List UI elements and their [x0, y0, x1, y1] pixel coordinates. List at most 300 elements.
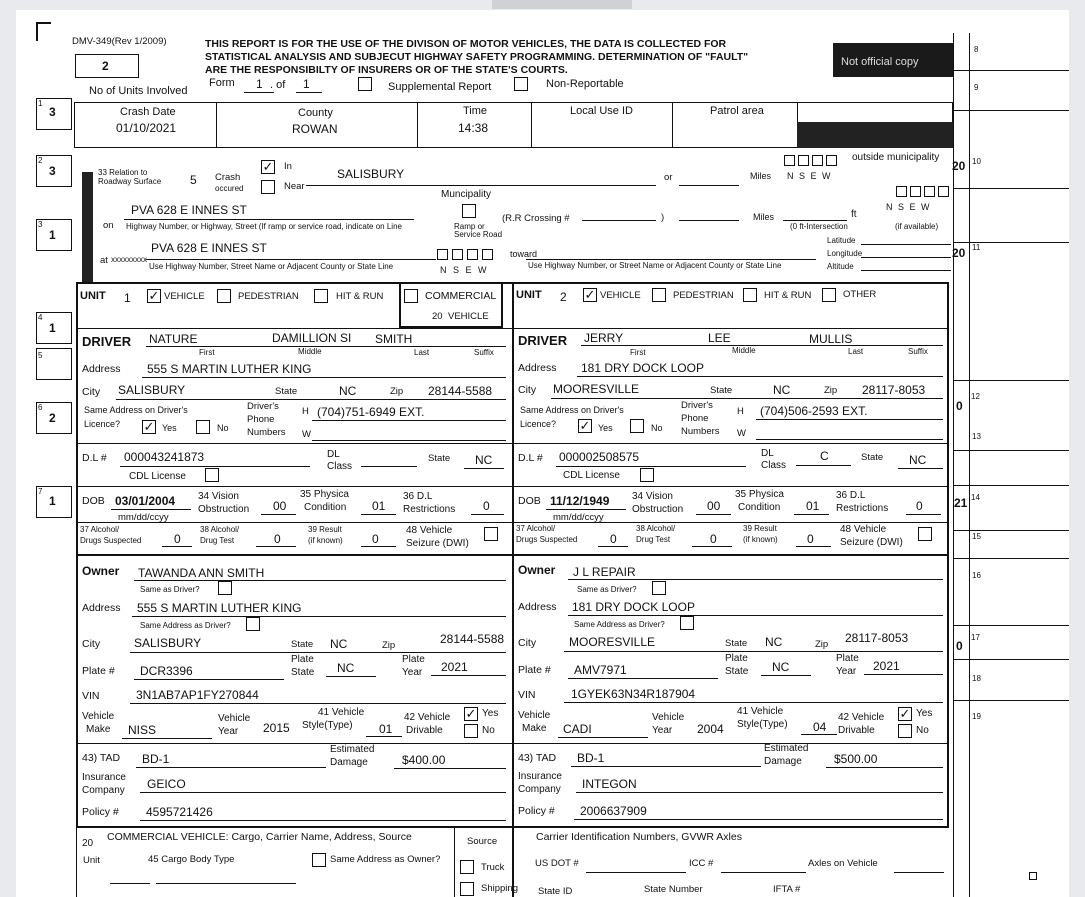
owner2-year-label-2: Year — [652, 725, 673, 736]
unit2-address-label: Address — [518, 362, 557, 374]
dir-w-box[interactable] — [826, 155, 837, 166]
unit2-dl-class-label-1: DL — [761, 448, 774, 459]
owner1-same-address-label: Same Address as Driver? — [140, 621, 231, 630]
unit1-same-address-yes-checkbox[interactable]: ✓ — [143, 419, 155, 434]
right-row-16: 16 — [972, 571, 981, 580]
owner2-zip-label: Zip — [815, 639, 829, 650]
owner2-plate-label: Plate # — [518, 664, 551, 676]
dir-labels-2: N S E W — [886, 202, 930, 212]
unit2-alcohol: 0 — [610, 532, 617, 546]
owner1-style-label-2: Style(Type) — [302, 720, 353, 731]
nonreportable-label: Non-Reportable — [546, 78, 624, 90]
left-value-1: 3 — [49, 105, 56, 119]
unit1-middle-hint: Middle — [298, 347, 322, 356]
unit2-dl-state-label: State — [861, 452, 884, 463]
outside-municipality-label: outside municipality — [852, 152, 940, 163]
carrier-title: Carrier Identification Numbers, GVWR Axles — [536, 831, 742, 843]
owner2-plate: AMV7971 — [574, 663, 627, 677]
unit2-home-label: H — [737, 406, 744, 417]
commercial-title: COMMERCIAL VEHICLE: Cargo, Carrier Name, Address, Source — [107, 831, 412, 843]
unit2-test-label-2: Drug Test — [636, 535, 671, 544]
unit2-dl-number: 000002508575 — [559, 450, 640, 464]
unit2-hitrun-checkbox[interactable] — [743, 288, 757, 302]
unit1-no-label: No — [217, 423, 229, 433]
owner1-make-label-2: Make — [86, 724, 111, 735]
form-total: 1 — [303, 77, 310, 91]
unit1-suffix-hint: Suffix — [474, 348, 494, 357]
owner1-plate-year-label-2: Year — [402, 667, 423, 678]
owner1-policy-label: Policy # — [82, 806, 119, 818]
rr-close: ) — [661, 212, 665, 223]
unit1-label: UNIT — [80, 290, 106, 302]
unit1-test: 0 — [274, 532, 281, 546]
unit1-driver-label: DRIVER — [82, 334, 132, 349]
if-available-label: (if available) — [895, 222, 939, 231]
road-2-hint: Use Highway Number, Street Name or Adjacent County or State Line — [149, 262, 394, 271]
unit2-dl-state: NC — [909, 453, 927, 467]
unit2-physical-label-2: Condition — [738, 502, 781, 513]
unit2-result-label-2: (if known) — [743, 535, 778, 544]
unit2-alcohol-label-2: Drugs Suspected — [516, 535, 578, 544]
owner2-insurance-label-2: Company — [518, 784, 561, 795]
unit2-seizure-label-2: Seizure (DWI) — [840, 537, 903, 548]
unit1-dl-state: NC — [475, 453, 493, 467]
unit2-restrictions-label-1: 36 D.L — [836, 490, 866, 501]
unit1-physical-label-1: 35 Physica — [300, 489, 349, 500]
near-label: Near — [284, 181, 305, 192]
owner2-damage-label-1: Estimated — [764, 743, 809, 754]
owner1-zip-label: Zip — [382, 640, 396, 651]
unit1-hitrun-checkbox[interactable] — [314, 289, 328, 303]
unit2-result: 0 — [807, 532, 814, 546]
owner2-city-label: City — [518, 637, 537, 649]
owner1-address: 555 S MARTIN LUTHER KING — [137, 601, 302, 615]
unit2-last-hint: Last — [848, 347, 864, 356]
unit2-city-label: City — [518, 384, 537, 396]
unit1-zip: 28144-5588 — [428, 384, 493, 398]
owner1-style: 01 — [379, 722, 393, 736]
unit1-first-hint: First — [199, 348, 215, 357]
dir2-s-box[interactable] — [910, 186, 921, 197]
unit1-home-label: H — [302, 406, 309, 417]
on-label: on — [103, 220, 114, 231]
owner1-plate-label: Plate # — [82, 665, 115, 677]
unit2-dl-label: D.L # — [518, 452, 543, 464]
unit2-seizure-checkbox[interactable] — [918, 527, 932, 541]
owner1-label: Owner — [82, 564, 120, 578]
owner1-drivable-yes-checkbox[interactable]: ✓ — [465, 706, 477, 721]
owner2-tad: BD-1 — [577, 751, 605, 765]
owner2-damage: $500.00 — [834, 752, 878, 766]
unit1-commercial-label: COMMERCIAL — [425, 290, 497, 302]
left-row-2: 2 — [38, 156, 43, 165]
longitude-label: Longitude — [827, 249, 863, 258]
owner1-tad: BD-1 — [142, 752, 170, 766]
ramp-checkbox[interactable] — [462, 204, 476, 218]
unit2-phone-label-1: Driver's — [681, 400, 713, 411]
near-checkbox[interactable] — [261, 180, 275, 194]
owner1-plate-state: NC — [337, 661, 355, 675]
unit1-seizure-label-1: 48 Vehicle — [406, 525, 453, 536]
road-2: PVA 628 E INNES ST — [151, 241, 267, 255]
intersection-label: (0 ft-Intersection — [790, 222, 848, 231]
owner2-label: Owner — [518, 563, 556, 577]
road-1-hint: Highway Number, or Highway, Street (If ramp or service road, indicate on Line — [126, 222, 402, 231]
time: 14:38 — [458, 121, 489, 135]
unit1-dl-class-label-2: Class — [327, 461, 353, 472]
crash-occurred-label-2: occured — [215, 184, 244, 193]
nonreportable-checkbox[interactable] — [514, 77, 528, 91]
latitude-label: Latitude — [827, 236, 856, 245]
axles-label: Axles on Vehicle — [808, 858, 878, 869]
unit2-physical: 01 — [806, 499, 820, 513]
toward-e-box[interactable] — [467, 249, 478, 260]
unit2-other-label: OTHER — [843, 289, 877, 300]
unit2-label: UNIT — [516, 289, 542, 301]
in-checkbox[interactable]: ✓ — [262, 159, 274, 174]
road-1: PVA 628 E INNES ST — [131, 203, 247, 217]
unit1-seizure-label-2: Seizure (DWI) — [406, 538, 469, 549]
owner1-zip: 28144-5588 — [440, 632, 505, 646]
owner2-insurance: INTEGON — [582, 777, 637, 791]
state-number-label: State Number — [644, 884, 703, 895]
owner1-vin: 3N1AB7AP1FY270844 — [136, 688, 259, 702]
unit2-middle-hint: Middle — [732, 346, 756, 355]
owner2-address: 181 DRY DOCK LOOP — [572, 600, 695, 614]
unit1-driver-last: SMITH — [375, 332, 413, 346]
relation-label-2: Roadway Surface — [98, 177, 162, 186]
unit2-physical-label-1: 35 Physica — [735, 489, 784, 500]
notice-line-1: THIS REPORT IS FOR THE USE OF THE DIVISON OF MOTOR VEHICLES, THE DATA IS COLLECTED FOR — [205, 38, 727, 50]
form-label: Form — [209, 77, 235, 89]
owner1-drivable-yes-label: Yes — [482, 708, 499, 719]
unit1-result: 0 — [372, 532, 379, 546]
unit1-vision-label-1: 34 Vision — [198, 491, 239, 502]
owner1-vin-label: VIN — [82, 690, 100, 702]
right-row-12: 12 — [971, 392, 980, 401]
shipping-label: Shipping — [481, 883, 518, 894]
notice-line-2: STATISTICAL ANALYSIS AND SUBJECUT HIGHWAY SAFETY PROGRAMMING. DETERMINATION OF "FAULT" — [205, 51, 749, 63]
unit1-vision-label-2: Obstruction — [198, 504, 250, 515]
left-value-2: 3 — [49, 164, 56, 178]
unit2-phone: (704)506-2593 EXT. — [760, 404, 868, 418]
unit1-dl-label: D.L # — [82, 452, 107, 464]
owner1-plate-year: 2021 — [441, 660, 468, 674]
dir2-n-box[interactable] — [896, 186, 907, 197]
unit2-state: NC — [773, 383, 791, 397]
owner2-policy-label: Policy # — [518, 805, 555, 817]
owner2-style-label-1: 41 Vehicle — [737, 706, 784, 717]
owner1-address-label: Address — [82, 602, 121, 614]
toward-n-box[interactable] — [437, 249, 448, 260]
unit2-alcohol-label-1: 37 Alcohol/ — [516, 524, 556, 533]
ramp-label-1: Ramp or — [454, 222, 485, 231]
dir-e-box[interactable] — [812, 155, 823, 166]
unit1-cdl-checkbox[interactable] — [205, 468, 219, 482]
dir2-w-box[interactable] — [938, 186, 949, 197]
owner2-insurance-label-1: Insurance — [518, 771, 562, 782]
commercial-unit-label: Unit — [83, 855, 100, 866]
unit1-seizure-checkbox[interactable] — [484, 527, 498, 541]
owner1-state: NC — [330, 637, 348, 651]
owner2-drivable-yes-checkbox[interactable]: ✓ — [899, 706, 911, 721]
owner1-year: 2015 — [263, 721, 290, 735]
unit2-test-label-1: 38 Alcohol/ — [636, 524, 676, 533]
unit2-suffix-hint: Suffix — [908, 347, 928, 356]
dir-s-box[interactable] — [798, 155, 809, 166]
unit2-same-address-yes-checkbox[interactable]: ✓ — [579, 418, 591, 433]
right-row-17: 17 — [971, 633, 980, 642]
unit1-number: 1 — [124, 291, 131, 305]
left-row-6: 6 — [38, 403, 43, 412]
left-row-5: 5 — [38, 351, 43, 360]
unit1-vehicle-checkbox[interactable]: ✓ — [148, 288, 160, 303]
crash-report-page — [16, 10, 1069, 897]
unit1-dob-label: DOB — [82, 495, 105, 507]
unit1-alcohol-label-1: 37 Alcohol/ — [80, 525, 120, 534]
commercial-source-label: Source — [467, 836, 498, 847]
unit2-vehicle-checkbox[interactable]: ✓ — [584, 287, 596, 302]
owner2-plate-year-label-2: Year — [836, 666, 857, 677]
unit2-same-address-label-1: Same Address on Driver's — [520, 405, 624, 415]
unit1-vehicle-label: VEHICLE — [164, 291, 205, 302]
unit1-vision: 00 — [273, 499, 287, 513]
owner2-plate-state-label-2: State — [725, 666, 749, 677]
unit1-dob-format: mm/dd/ccyy — [118, 512, 169, 523]
owner1-damage-label-1: Estimated — [330, 744, 375, 755]
corner-fragment — [1029, 872, 1037, 880]
units-label: No of Units Involved — [89, 85, 188, 97]
municipality-label: Muncipality — [441, 189, 492, 200]
unit1-phone-label-2: Phone — [247, 414, 275, 425]
shipping-checkbox[interactable] — [460, 882, 474, 896]
unit2-dob-label: DOB — [518, 495, 541, 507]
right-row-10: 10 — [972, 157, 981, 166]
ifta-label: IFTA # — [773, 884, 801, 895]
owner2-same-driver-checkbox[interactable] — [652, 581, 666, 595]
time-label: Time — [463, 105, 488, 117]
commercial-unit-count: 20 — [82, 838, 94, 849]
crash-date-label: Crash Date — [120, 106, 176, 118]
same-address-owner-checkbox[interactable] — [312, 853, 326, 867]
at-label: at — [100, 255, 108, 266]
owner1-name: TAWANDA ANN SMITH — [138, 566, 265, 580]
unit1-phone-label-3: Numbers — [247, 427, 286, 438]
unit1-restrictions: 0 — [483, 499, 490, 513]
unit1-commercial-checkbox[interactable] — [404, 289, 418, 303]
unit2-dl-class: C — [820, 449, 829, 463]
owner1-plate-state-label-2: State — [291, 667, 315, 678]
toward-label: toward — [510, 249, 538, 259]
right-value-14: 21 — [954, 496, 968, 510]
unit1-physical-label-2: Condition — [304, 502, 347, 513]
rr-crossing-label: (R.R Crossing # — [502, 213, 570, 224]
unit2-no-label: No — [651, 423, 663, 433]
owner2-style: 04 — [813, 720, 827, 734]
unit1-same-address-label-2: Licence? — [84, 419, 121, 429]
owner1-city: SALISBURY — [134, 636, 202, 650]
county-label: County — [298, 107, 333, 119]
owner1-same-driver-checkbox[interactable] — [218, 581, 232, 595]
owner2-drivable-yes-label: Yes — [916, 708, 933, 719]
left-row-4: 4 — [38, 313, 43, 322]
us-dot-label: US DOT # — [535, 858, 579, 869]
unit2-same-address-label-2: Licence? — [520, 419, 557, 429]
owner1-plate: DCR3396 — [140, 664, 193, 678]
location-vertical-bar — [82, 172, 93, 282]
unit1-pedestrian-label: PEDESTRIAN — [238, 291, 299, 302]
unit2-result-label-1: 39 Result — [743, 524, 777, 533]
ft-label: ft — [851, 209, 857, 220]
unit2-state-label: State — [710, 385, 733, 396]
unit2-work-label: W — [737, 428, 746, 439]
miles-label: Miles — [750, 171, 772, 181]
unit1-commercial-num: 20 — [432, 311, 443, 322]
toward-hint: Use Highway Number, or Street Name or Adjacent County or State Line — [528, 261, 782, 270]
owner1-damage-label-2: Damage — [330, 757, 368, 768]
unit2-pedestrian-checkbox[interactable] — [652, 288, 666, 302]
unit2-same-address-no-checkbox[interactable] — [630, 419, 644, 433]
state-id-label: State ID — [538, 886, 573, 897]
owner2-zip: 28117-8053 — [845, 631, 909, 645]
owner1-policy: 4595721426 — [146, 805, 213, 819]
owner1-make: NISS — [128, 723, 157, 737]
owner1-same-address-checkbox[interactable] — [246, 617, 260, 631]
unit2-restrictions-label-2: Restrictions — [836, 503, 889, 514]
unit1-driver-first: NATURE — [149, 332, 198, 346]
cargo-body-type-label: 45 Cargo Body Type — [148, 854, 235, 865]
unit2-pedestrian-label: PEDESTRIAN — [673, 290, 734, 301]
miles-label-2: Miles — [753, 212, 775, 222]
left-row-7: 7 — [38, 487, 43, 496]
owner2-plate-year: 2021 — [873, 659, 900, 673]
owner2-vin-label: VIN — [518, 689, 536, 701]
unit1-address-label: Address — [82, 363, 121, 375]
owner1-drivable-label-1: 42 Vehicle — [404, 712, 451, 723]
same-address-owner-label: Same Address as Owner? — [330, 854, 441, 865]
unit1-address: 555 S MARTIN LUTHER KING — [147, 362, 312, 376]
right-value-17: 0 — [956, 639, 963, 653]
owner1-drivable-label-2: Drivable — [406, 725, 443, 736]
owner1-insurance-label-2: Company — [82, 785, 125, 796]
owner2-state-label: State — [725, 638, 748, 649]
dir2-e-box[interactable] — [924, 186, 935, 197]
viewer-tab[interactable] — [492, 0, 632, 9]
unit1-restrictions-label-1: 36 D.L — [403, 491, 433, 502]
owner1-drivable-no-checkbox[interactable] — [464, 724, 478, 738]
left-value-3: 1 — [49, 228, 56, 242]
owner2-plate-state: NC — [772, 660, 790, 674]
owner2-style-label-2: Style(Type) — [737, 719, 788, 730]
location-city: SALISBURY — [337, 167, 405, 181]
unit2-dl-class-label-2: Class — [761, 460, 787, 471]
left-value-6: 2 — [49, 411, 56, 425]
right-row-8: 8 — [974, 45, 979, 54]
toward-dir-labels: N S E W — [440, 265, 487, 275]
owner2-same-address-label: Same Address as Driver? — [574, 620, 665, 629]
unit2-yes-label: Yes — [598, 423, 613, 433]
unit2-number: 2 — [560, 290, 567, 304]
unit2-cdl-label: CDL License — [563, 470, 620, 481]
right-value-10: 20 — [952, 159, 966, 173]
unit2-vision-label-1: 34 Vision — [632, 491, 673, 502]
unit2-zip-label: Zip — [824, 385, 838, 396]
unit2-dob-format: mm/dd/ccyy — [553, 512, 604, 523]
right-row-19: 19 — [972, 712, 981, 721]
unit1-pedestrian-checkbox[interactable] — [217, 289, 231, 303]
unit2-phone-label-3: Numbers — [681, 426, 720, 437]
unit1-phone-label-1: Driver's — [247, 401, 279, 412]
unit2-vehicle-label: VEHICLE — [600, 290, 641, 301]
unit2-driver-label: DRIVER — [518, 333, 568, 348]
notice-line-3: ARE THE RESPONSIBILTY OF INSURERS OR OF THE STATE'S COURTS. — [205, 64, 568, 76]
owner2-make-label-1: Vehicle — [518, 710, 551, 721]
unit1-test-label-1: 38 Alcohol/ — [200, 525, 240, 534]
form-of-label: . of — [270, 79, 286, 91]
owner2-vin: 1GYEK63N34R187904 — [571, 687, 696, 701]
unit1-last-hint: Last — [414, 348, 430, 357]
owner1-damage: $400.00 — [402, 753, 446, 767]
unit2-test: 0 — [710, 532, 717, 546]
owner1-make-label-1: Vehicle — [82, 711, 115, 722]
right-row-15: 15 — [972, 532, 981, 541]
altitude-label: Altitude — [827, 262, 854, 271]
left-row-3: 3 — [38, 220, 43, 229]
unit2-other-checkbox[interactable] — [822, 288, 836, 302]
unit2-restrictions: 0 — [916, 499, 923, 513]
unit1-cdl-label: CDL License — [129, 471, 186, 482]
right-value-12: 0 — [956, 399, 963, 413]
owner2-plate-year-label-1: Plate — [836, 653, 859, 664]
unit2-vision-label-2: Obstruction — [632, 504, 684, 515]
unit2-dob: 11/12/1949 — [550, 494, 610, 508]
dir-n-box[interactable] — [784, 155, 795, 166]
owner1-year-label-1: Vehicle — [218, 713, 251, 724]
owner1-insurance-label-1: Insurance — [82, 772, 126, 783]
toward-w-box[interactable] — [482, 249, 493, 260]
owner1-style-label-1: 41 Vehicle — [318, 707, 365, 718]
owner2-drivable-no-checkbox[interactable] — [898, 724, 912, 738]
unit1-dob: 03/01/2004 — [115, 494, 176, 508]
supplemental-checkbox[interactable] — [358, 77, 372, 91]
unit1-driver-middle: DAMILLION SI — [272, 331, 352, 345]
owner2-same-address-checkbox[interactable] — [680, 616, 694, 630]
owner1-drivable-no-label: No — [482, 725, 495, 736]
toward-s-box[interactable] — [452, 249, 463, 260]
unit2-address: 181 DRY DOCK LOOP — [581, 361, 704, 375]
crash-date: 01/10/2021 — [116, 121, 177, 135]
right-row-11: 11 — [972, 243, 981, 252]
unit2-driver-first: JERRY — [584, 331, 624, 345]
unit2-cdl-checkbox[interactable] — [640, 468, 654, 482]
local-use-label: Local Use ID — [570, 105, 633, 117]
owner1-insurance: GEICO — [147, 777, 186, 791]
owner2-same-driver-label: Same as Driver? — [577, 585, 637, 594]
unit1-restrictions-label-2: Restrictions — [403, 504, 456, 515]
unit2-first-hint: First — [630, 348, 646, 357]
not-official-text: Not official copy — [841, 56, 919, 68]
owner2-drivable-label-1: 42 Vehicle — [838, 712, 885, 723]
right-row-13: 13 — [972, 432, 981, 441]
unit1-city-label: City — [82, 386, 101, 398]
owner2-city: MOORESVILLE — [569, 635, 656, 649]
relation-label-1: 33 Relation to — [98, 168, 148, 177]
unit2-phone-label-2: Phone — [681, 413, 709, 424]
unit1-same-address-no-checkbox[interactable] — [196, 420, 210, 434]
truck-checkbox[interactable] — [460, 860, 474, 874]
relation-value: 5 — [190, 173, 197, 187]
unit2-zip: 28117-8053 — [862, 383, 926, 397]
